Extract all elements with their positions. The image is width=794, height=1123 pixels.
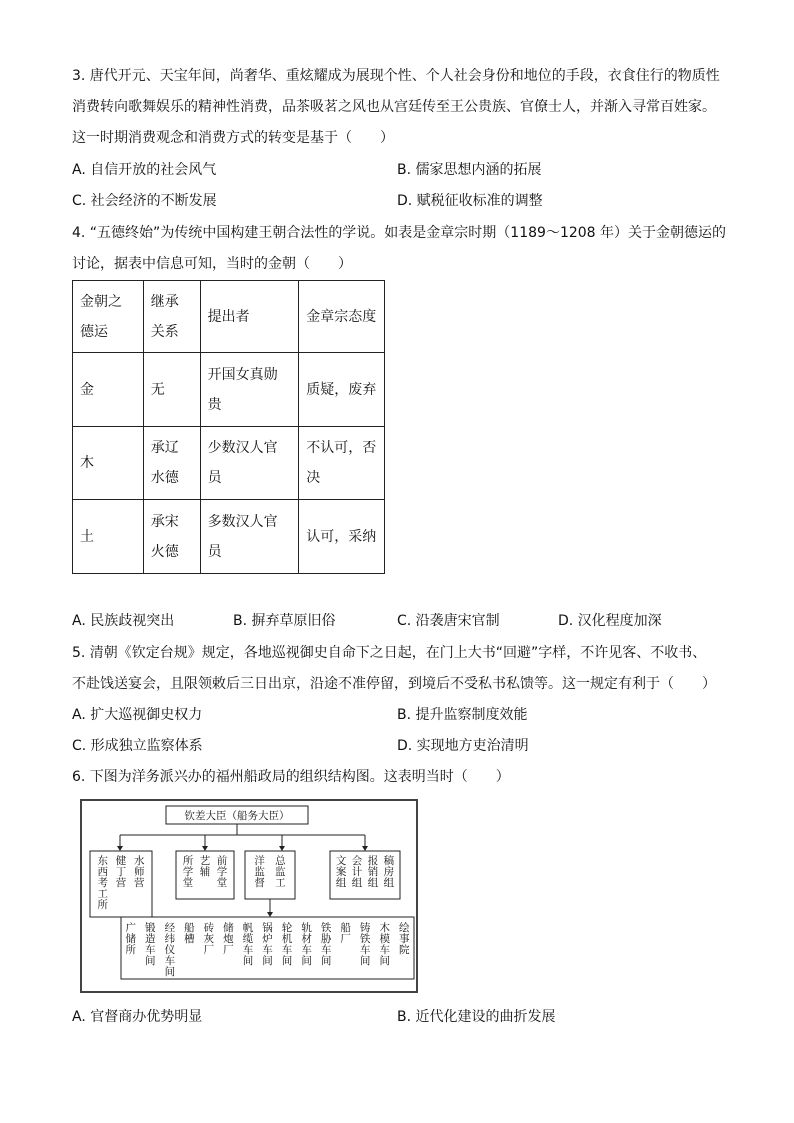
table-row: [73, 427, 385, 500]
q4-stem-line-1: 4. “五德终始”为传统中国构建王朝合法性的学说。如表是金章宗时期（1189～1208 年）关于金朝德运的: [72, 225, 727, 241]
table-header-cell: 金朝之德运: [73, 281, 144, 353]
workshop-label: 船槽: [184, 922, 195, 945]
q5-stem-line-1: 5. 清朝《钦定台规》规定，各地巡视御史自命下之日起，在门上大书“回避”字样，不许见客、不收书、: [72, 645, 707, 661]
q5-option-a[interactable]: A. 扩大巡视御史权力: [72, 707, 203, 723]
table-cell: 质疑，废弃: [299, 353, 385, 427]
table-cell: 不认可，否决: [299, 427, 385, 500]
table-cell: 多数汉人官员: [200, 500, 299, 574]
group-item-label: 稿房组: [383, 855, 395, 889]
table-cell: 开国女真勋贵: [200, 353, 299, 427]
org-chart-svg: [82, 801, 416, 991]
group-item-label: 报销组: [367, 855, 379, 889]
q3-stem-line-1: 3. 唐代开元、天宝年间，尚奢华、重炫耀成为展现个性、个人社会身份和地位的手段，衣食住行的物质性: [72, 68, 720, 84]
workshop-label: 铁胁车间: [320, 922, 332, 967]
q3-stem-line-2: 消费转向歌舞娱乐的精神性消费，品茶吸茗之风也从宫廷传至王公贵族、官僚士人，并渐入寻常百姓家。: [72, 99, 716, 115]
arrow-head: [202, 846, 208, 851]
q4-stem-line-2: 讨论，据表中信息可知，当时的金朝（ ）: [72, 256, 352, 272]
group-item-label: 文案组: [335, 855, 347, 889]
q4-option-d[interactable]: D. 汉化程度加深: [558, 613, 662, 629]
q6-option-a[interactable]: A. 官督商办优势明显: [72, 1009, 203, 1025]
group-item-label: 会计组: [351, 855, 363, 889]
chart-top-label: 钦差大臣（船务大臣）: [184, 810, 290, 822]
table-header-cell: 金章宗态度: [299, 281, 385, 353]
q3-option-b[interactable]: B. 儒家思想内涵的拓展: [397, 162, 542, 178]
workshop-label: 船厂: [340, 922, 351, 945]
q4-option-b[interactable]: B. 摒弃草原旧俗: [233, 613, 336, 629]
workshop-label: 帆缆车间: [242, 922, 254, 967]
arrow-head: [267, 912, 273, 917]
table-cell: 无: [143, 353, 200, 427]
group-item-label: 所学堂: [182, 855, 194, 889]
table-cell: 少数汉人官员: [200, 427, 299, 500]
table-header-row: [73, 281, 385, 353]
group-box: [245, 851, 295, 899]
q6-stem-line: 6. 下图为洋务派兴办的福州船政局的组织结构图。这表明当时（ ）: [72, 769, 510, 785]
workshop-label: 木模车间: [379, 922, 390, 967]
workshop-label: 轮机车间: [281, 922, 293, 967]
workshop-label: 储炮厂: [223, 922, 234, 956]
q5-stem-line-2: 不赴饯送宴会，且限领敕后三日出京，沿途不准停留，到境后不受私书私馈等。这一规定有利于（ ）: [72, 676, 716, 692]
org-chart: [80, 799, 418, 993]
group-item-label: 水师营: [133, 855, 145, 889]
group-item-label: 东西考工所: [97, 855, 109, 911]
q3-option-d[interactable]: D. 赋税征收标准的调整: [397, 193, 543, 209]
q5-option-d[interactable]: D. 实现地方吏治清明: [397, 738, 529, 754]
table-cell: 木: [73, 427, 144, 500]
q5-option-c[interactable]: C. 形成独立监察体系: [72, 738, 203, 754]
group-item-label: 洋监督: [254, 855, 265, 889]
workshop-label: 绘事院: [398, 922, 410, 956]
table-row: [73, 500, 385, 574]
table-cell: 承辽水德: [143, 427, 200, 500]
workshop-label: 铸铁车间: [359, 922, 371, 967]
q4-table: [72, 280, 385, 574]
workshop-label: 广储所: [125, 922, 137, 956]
workshop-label: 经纬仪车间: [164, 922, 176, 978]
table-cell: 土: [73, 500, 144, 574]
group-item-label: 前学堂: [216, 855, 228, 889]
group-item-label: 总监工: [275, 855, 286, 889]
q6-option-b[interactable]: B. 近代化建设的曲折发展: [397, 1009, 556, 1025]
q4-option-c[interactable]: C. 沿袭唐宋官制: [397, 613, 500, 629]
table-cell: 承宋火德: [143, 500, 200, 574]
arrow-head: [362, 846, 368, 851]
q3-stem-line-3: 这一时期消费观念和消费方式的转变是基于（ ）: [72, 130, 394, 146]
group-item-label: 艺辅: [199, 855, 211, 878]
arrow-head: [279, 846, 285, 851]
q3-option-a[interactable]: A. 自信开放的社会风气: [72, 162, 217, 178]
table-cell: 金: [73, 353, 144, 427]
workshop-label: 砖灰厂: [203, 922, 215, 956]
table-header-cell: 提出者: [200, 281, 299, 353]
workshop-label: 轨材车间: [301, 922, 312, 967]
group-item-label: 健丁营: [115, 855, 127, 889]
table-header-cell: 继承关系: [143, 281, 200, 353]
workshop-label: 锅炉车间: [262, 922, 273, 967]
q4-option-a[interactable]: A. 民族歧视突出: [72, 613, 175, 629]
workshop-label: 锻造车间: [145, 922, 156, 967]
table-row: [73, 353, 385, 427]
q3-option-c[interactable]: C. 社会经济的不断发展: [72, 193, 217, 209]
arrow-head: [117, 846, 123, 851]
q5-option-b[interactable]: B. 提升监察制度效能: [397, 707, 528, 723]
table-cell: 认可，采纳: [299, 500, 385, 574]
